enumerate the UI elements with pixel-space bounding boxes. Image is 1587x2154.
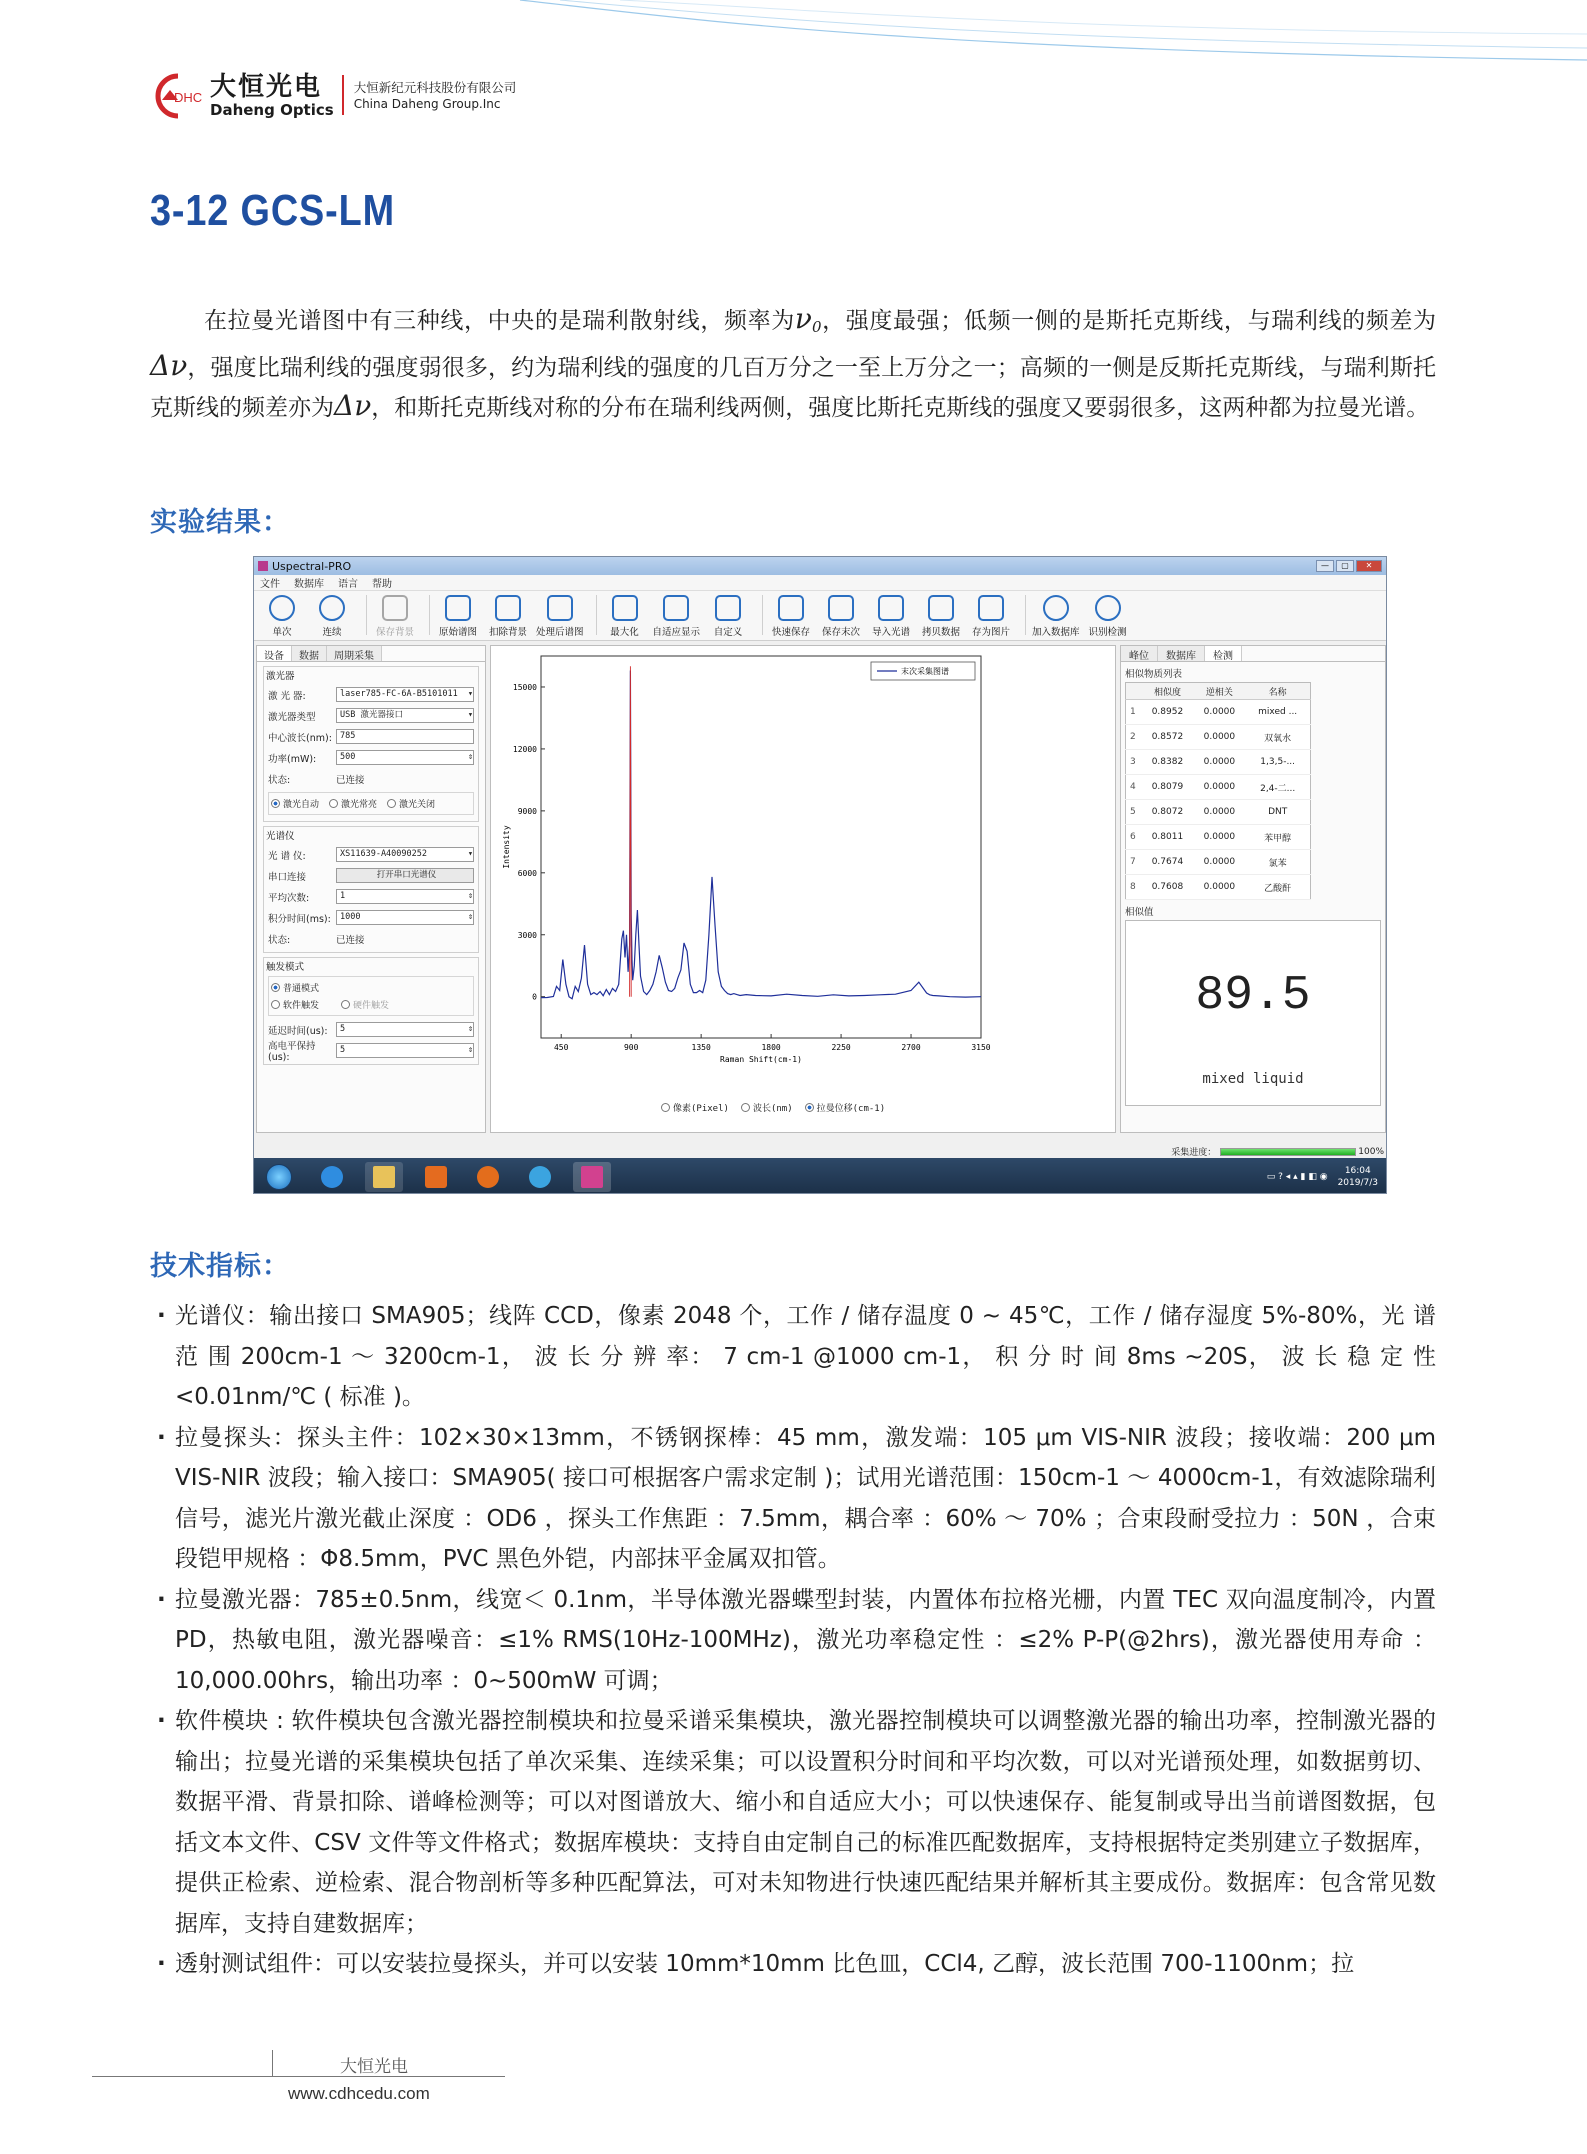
table-row[interactable] [1126,725,1311,750]
window-titlebar [254,557,1386,575]
field-label: 光 谱 仪: [268,850,306,862]
row-index: 6 [1126,825,1142,850]
nu-letter: ν [794,302,812,335]
custom-view-icon [715,595,741,621]
delay-time-spinbox[interactable] [336,1022,474,1037]
average-count-spinbox[interactable] [336,889,474,904]
radio-icon [329,799,338,808]
nu-symbol [795,302,822,335]
nu-subscript: 0 [811,318,822,336]
maximize-button[interactable] [603,595,647,638]
tool-label: 自适应显示 [652,627,701,638]
matched-substance-name: mixed liquid [1202,1071,1304,1087]
import-spectrum-icon [878,595,904,621]
row-index: 3 [1126,750,1142,775]
subtract-background-icon [495,595,521,621]
taskbar-firefox-icon[interactable] [469,1162,507,1192]
field-label: 激光器类型 [268,711,316,723]
row-index: 1 [1126,700,1142,725]
open-serial-button[interactable]: 打开串口光谱仪 [336,868,474,883]
save-background-icon [382,595,408,621]
toolbar-separator [366,595,367,635]
intro-text-4: ，和斯托克斯线对称的分布在瑞利线两侧，强度比斯托克斯线的强度又要弱很多，这两种都为拉曼光谱。 [371,395,1430,421]
brand-block [210,72,334,118]
save-image-icon [978,595,1004,621]
select-value: XS11639-A40090252 [340,849,427,859]
play-continuous-icon [319,595,345,621]
column-header: 名称 [1245,683,1310,700]
custom-view-button[interactable] [706,595,750,638]
tool-label: 单次 [272,627,292,638]
import-spectrum-button[interactable] [869,595,913,638]
table-row[interactable] [1126,875,1311,900]
tab-peaks[interactable]: 峰位 [1121,646,1158,661]
page-title: 3-12 GCS-LM [150,186,395,235]
toolbar-separator [1025,595,1026,635]
radio-label: 波长(nm) [752,1104,793,1114]
chevron-down-icon: ▾ [467,849,473,859]
menu-database[interactable]: 数据库 [294,579,324,590]
laser-group [263,666,479,822]
power-spinbox[interactable] [336,750,474,765]
inverse-cell: 0.0000 [1193,775,1245,800]
radio-icon [341,1000,350,1009]
field-label: 激 光 器: [268,690,306,702]
x-tick-label: 900 [623,1043,639,1052]
x-tick-label: 450 [553,1043,569,1052]
raw-spectrum-button[interactable] [436,595,480,638]
spin-value: 500 [340,752,356,762]
menu-file[interactable]: 文件 [260,579,280,590]
group-title: 光谱仪 [266,831,295,842]
add-database-icon [1043,595,1069,621]
system-tray [1267,1165,1387,1189]
progress-text: 100% [1358,1146,1384,1157]
group-title: 激光器 [266,671,295,682]
dhc-logo-icon [148,70,210,120]
spec-list [155,1296,1436,1985]
radio-label: 拉曼位移(cm-1) [816,1104,886,1114]
name-cell: 2,4-二... [1245,775,1310,800]
save-background-button[interactable] [373,595,417,638]
tool-label: 连续 [322,627,342,638]
table-row[interactable] [1126,850,1311,875]
start-button-icon[interactable] [266,1164,292,1190]
chevron-down-icon: ▾ [467,689,473,699]
plot-area [541,656,981,1038]
inverse-cell: 0.0000 [1193,825,1245,850]
x-tick-label: 2250 [831,1043,851,1052]
radio-icon [661,1103,670,1112]
radio-normal-mode[interactable] [271,981,471,994]
tool-label: 扣除背景 [488,627,527,638]
clock-date: 2019/7/3 [1337,1177,1378,1188]
similarity-cell: 0.8572 [1142,725,1194,750]
similarity-cell: 0.8079 [1142,775,1194,800]
radio-hardware-trigger[interactable] [341,998,389,1011]
inverse-cell: 0.0000 [1193,700,1245,725]
legend-label: 末次采集图谱 [901,667,949,676]
spin-arrows-icon: ⇕ [467,891,473,901]
field-label: 积分时间(ms): [268,913,331,925]
tool-label: 识别检测 [1088,627,1127,638]
company-name-cn: 大恒新纪元科技股份有限公司 [353,79,517,95]
toolbar [254,591,1386,641]
radio-label: 软件触发 [283,1001,320,1011]
match-list-label: 相似物质列表 [1125,669,1183,680]
radio-x-raman-shift[interactable] [805,1101,886,1114]
spec-spectrometer: · 光谱仪：输出接口 SMA905；线阵 CCD，像素 2048 个，工作 / 储存温度 0 ~ 45℃，工作 / 储存湿度 5%-80%，光 谱 范 围 200cm-1 ～ 3200cm-1， 波 长 分 辨 率： 7 cm-1 @1000 cm-1， 积 分 时 间 8ms ~20S， 波 长 稳 定 性<0.01nm/℃ ( 标准 )。 [155,1296,1436,1418]
field-label: 中心波长(nm): [268,732,332,744]
radio-label: 硬件触发 [353,1001,390,1011]
company-name-en: China Daheng Group.Inc [353,96,501,111]
row-index: 7 [1126,850,1142,875]
table-row[interactable] [1126,825,1311,850]
toolbar-separator [596,595,597,635]
inverse-cell: 0.0000 [1193,875,1245,900]
footer-url[interactable]: www.cdhcedu.com [288,2084,430,2103]
field-label: 串口连接 [268,871,307,883]
similarity-cell: 0.8952 [1142,700,1194,725]
table-row[interactable] [1126,775,1311,800]
logo-separator [342,75,344,115]
left-tabs [257,646,485,662]
brand-name-en: Daheng Optics [210,101,334,119]
detection-panel [1120,645,1386,1133]
identify-icon [1095,595,1121,621]
laser-mode-radios [268,792,474,815]
tool-label: 拷贝数据 [922,627,961,638]
company-block [354,79,517,112]
radio-laser-on[interactable] [329,797,377,810]
brand-name-cn: 大恒光电 [210,72,323,102]
spectrum-chart-panel [490,645,1116,1133]
column-header-index [1126,683,1142,700]
column-header: 逆相关 [1193,683,1245,700]
menu-bar [254,575,1386,591]
laser-type-select[interactable] [336,708,474,723]
device-panel [256,645,486,1133]
intro-text-3: ，强度比瑞利线的强度弱很多，约为瑞利线的强度的几百万分之一至上万分之一；高频的一侧是反斯托克斯线，与瑞利斯托克斯线的频差亦为 [150,354,1436,421]
inverse-cell: 0.0000 [1193,800,1245,825]
spin-value: 5 [340,1024,346,1034]
inverse-cell: 0.0000 [1193,725,1245,750]
radio-icon [741,1103,750,1112]
copy-data-icon [928,595,954,621]
identify-button[interactable] [1086,595,1130,638]
y-axis-label: Intensity [502,825,511,869]
minimize-icon[interactable]: — [1316,560,1334,572]
tool-label: 快速保存 [772,627,811,638]
logo-mark-text: DHC [174,90,203,105]
add-database-button[interactable] [1032,595,1080,638]
x-tick-label: 2700 [901,1043,921,1052]
section-heading-results: 实验结果： [150,507,290,538]
processed-spectrum-button[interactable] [536,595,584,638]
similarity-value: 89.5 [1195,969,1311,1023]
app-icon [258,561,268,571]
spectrometer-group [263,826,479,953]
menu-language[interactable]: 语言 [338,579,358,590]
y-tick-label: 6000 [517,868,537,878]
spectrometer-status: 已连接 [336,934,365,946]
similarity-cell: 0.7674 [1142,850,1194,875]
column-header: 相似度 [1142,683,1194,700]
right-tabs [1121,646,1385,662]
restore-icon[interactable]: ▢ [1336,560,1354,572]
name-cell: DNT [1245,800,1310,825]
similarity-label: 相似值 [1125,907,1154,918]
quick-save-icon [778,595,804,621]
radio-checked-icon [271,983,280,992]
save-last-button[interactable] [819,595,863,638]
maximize-icon [612,595,638,621]
match-table-body [1126,700,1311,900]
field-label: 状态: [268,934,291,946]
raman-spectrum-chart[interactable] [491,646,1117,1096]
spin-value: 1 [340,891,346,901]
auto-fit-icon [663,595,689,621]
name-cell: 氯苯 [1245,850,1310,875]
tool-label: 保存背景 [375,627,414,638]
section-heading-specs: 技术指标： [150,1251,290,1282]
radio-software-trigger[interactable] [271,998,319,1011]
y-tick-label: 3000 [517,930,537,940]
row-index: 4 [1126,775,1142,800]
taskbar-explorer-icon[interactable] [365,1162,403,1192]
intro-paragraph [150,300,1436,428]
window-title: Uspectral-PRO [272,559,352,573]
x-axis-label: Raman Shift(cm-1) [720,1055,802,1064]
inverse-cell: 0.0000 [1193,750,1245,775]
trigger-mode-radios [268,976,474,1016]
spec-raman-probe: · 拉曼探头：探头主件：102×30×13mm，不锈钢探棒：45 mm，激发端：105 μm VIS-NIR 波段；接收端：200 μm VIS-NIR 波段；输入接口：SMA905( 接口可根据客户需求定制 )；试用光谱范围：150cm-1 ～ 4000cm-1，有效滤除瑞利信号，滤光片激光截止深度 ：OD6 ，探头工作焦距 ：7.5mm，耦合率 ：60% ～ 70% ；合束段耐受拉力 ：50N ，合束段铠甲规格 ：Φ8.5mm，PVC 黑色外铠，内部抹平金属双扣管。 [155,1418,1436,1580]
x-tick-label: 3150 [971,1043,991,1052]
spectrometer-select[interactable] [336,847,474,862]
tab-device[interactable]: 设备 [257,646,292,661]
trigger-group [263,957,479,1065]
company-logo [148,70,516,120]
y-tick-label: 12000 [512,744,537,754]
field-label: 功率(mW): [268,753,317,765]
radio-label: 激光关闭 [399,800,436,810]
name-cell: mixed ... [1245,700,1310,725]
high-level-hold-spinbox[interactable] [336,1043,474,1058]
radio-x-wavelength[interactable] [741,1101,793,1114]
software-screenshot [253,556,1387,1194]
radio-icon [271,1000,280,1009]
clock-time: 16:04 [1344,1165,1371,1176]
select-value: USB 激光器接口 [340,710,403,720]
laser-status: 已连接 [336,774,365,786]
window-controls [1316,560,1382,572]
name-cell: 双氧水 [1245,725,1310,750]
tab-detection[interactable]: 检测 [1205,646,1242,661]
similarity-cell: 0.8382 [1142,750,1194,775]
table-header-row [1126,683,1311,700]
taskbar-media-player-icon[interactable] [417,1162,455,1192]
menu-help[interactable]: 帮助 [372,579,392,590]
similarity-cell: 0.8011 [1142,825,1194,850]
processed-spectrum-icon [547,595,573,621]
radio-label: 激光常亮 [341,800,378,810]
spec-transmission-module: · 透射测试组件：可以安装拉曼探头，并可以安装 10mm*10mm 比色皿，CCl4, 乙醇，波长范围 700-1100nm；拉 [155,1944,1436,1985]
group-title: 触发模式 [266,962,305,973]
radio-x-pixel[interactable] [661,1101,729,1114]
header-decoration [0,0,1587,70]
name-cell: 1,3,5-... [1245,750,1310,775]
footer-company: 大恒光电 [340,2057,408,2077]
spin-value: 1000 [340,912,361,922]
tool-label: 最大化 [610,627,639,638]
row-index: 2 [1126,725,1142,750]
spin-arrows-icon: ⇕ [467,752,473,762]
tool-label: 原始谱图 [438,627,477,638]
y-tick-label: 9000 [517,806,537,816]
taskbar-ie-alt-icon[interactable] [521,1162,559,1192]
toolbar-separator [429,595,430,635]
copy-data-button[interactable] [919,595,963,638]
row-index: 5 [1126,800,1142,825]
intro-text-2: ，强度最强；低频一侧的是斯托克斯线，与瑞利线的频差为 [821,308,1437,334]
play-once-icon [269,595,295,621]
similarity-cell: 0.8072 [1142,800,1194,825]
tab-database[interactable]: 数据库 [1158,646,1205,661]
quick-save-button[interactable] [769,595,813,638]
toolbar-separator [762,595,763,635]
name-cell: 苯甲醇 [1245,825,1310,850]
radio-icon [387,799,396,808]
windows-taskbar [254,1158,1387,1194]
radio-label: 普通模式 [283,984,320,994]
select-value: laser785-FC-6A-B5101011 [340,689,458,699]
radio-laser-off[interactable] [387,797,435,810]
x-tick-label: 1350 [691,1043,711,1052]
table-row[interactable] [1126,750,1311,775]
inverse-cell: 0.0000 [1193,850,1245,875]
match-table [1125,682,1311,900]
single-acquire-button[interactable] [260,595,304,638]
row-index: 8 [1126,875,1142,900]
tab-data[interactable]: 数据 [292,646,327,661]
taskbar-clock[interactable] [1338,1165,1378,1189]
delta-nu-symbol: Δν [334,389,372,422]
radio-label: 像素(Pixel) [673,1104,729,1114]
spec-raman-laser: · 拉曼激光器：785±0.5nm，线宽＜ 0.1nm，半导体激光器蝶型封装，内置体布拉格光栅，内置 TEC 双向温度制冷，内置 PD，热敏电阻，激光器噪音：≤1% RMS(10Hz-100MHz)，激光功率稳定性 ：≤2% P-P(@2hrs)，激光器使用寿命 ：10,000.00hrs，输出功率 ：0~500mW 可调； [155,1580,1436,1702]
radio-laser-auto[interactable] [271,797,319,810]
footer-tick [272,2050,273,2076]
spin-arrows-icon: ⇕ [467,1024,473,1034]
y-tick-label: 0 [532,992,537,1002]
field-label: 高电平保持(us): [268,1041,316,1063]
acquisition-progress-bar [1220,1148,1356,1156]
tool-label: 自定义 [713,627,743,638]
subtract-background-button[interactable] [486,595,530,638]
close-icon[interactable]: ✕ [1356,560,1382,572]
taskbar-uspectral-icon[interactable] [573,1162,611,1192]
status-bar [254,1145,1387,1158]
integration-time-spinbox[interactable] [336,910,474,925]
table-row[interactable] [1126,700,1311,725]
tool-label: 导入光谱 [872,627,911,638]
tool-label: 保存末次 [822,627,861,638]
field-label: 状态: [268,774,291,786]
intro-text-1: 在拉曼光谱图中有三种线，中央的是瑞利散射线，频率为 [204,308,795,334]
x-tick-label: 1800 [761,1043,781,1052]
progress-label: 采集进度： [1171,1148,1217,1158]
delta-nu-symbol: Δν [150,348,188,382]
auto-fit-button[interactable] [653,595,701,638]
similarity-cell: 0.7608 [1142,875,1194,900]
radio-checked-icon [805,1103,814,1112]
chevron-down-icon: ▾ [467,710,473,720]
save-image-button[interactable] [969,595,1013,638]
footer-rule [92,2076,505,2077]
tool-label: 加入数据库 [1032,627,1080,638]
spin-arrows-icon: ⇕ [467,912,473,922]
tool-label: 处理后谱图 [536,627,584,638]
progress-fill [1221,1149,1355,1155]
field-label: 延迟时间(us): [268,1025,328,1037]
radio-checked-icon [271,799,280,808]
taskbar-ie-icon[interactable] [313,1162,351,1192]
radio-label: 激光自动 [283,800,320,810]
name-cell: 乙酸酐 [1245,875,1310,900]
continuous-acquire-button[interactable] [310,595,354,638]
spin-value: 5 [340,1045,346,1055]
save-last-icon [828,595,854,621]
tool-label: 存为图片 [972,627,1011,638]
field-label: 平均次数: [268,892,310,904]
tab-periodic[interactable]: 周期采集 [327,646,382,661]
tray-icons: ▭ ? ◂ ▴ ▮ ◧ ◉ [1266,1171,1328,1182]
laser-select[interactable] [336,687,474,702]
raw-spectrum-icon [445,595,471,621]
similarity-display [1125,920,1381,1106]
y-tick-label: 15000 [512,682,537,692]
spin-arrows-icon: ⇕ [467,1045,473,1055]
wavelength-input[interactable]: 785 [336,729,474,744]
x-axis-options [661,1101,885,1114]
spec-software-module: · 软件模块 : 软件模块包含激光器控制模块和拉曼采谱采集模块，激光器控制模块可以调整激光器的输出功率，控制激光器的输出；拉曼光谱的采集模块包括了单次采集、连续采集；可以设置积分时间和平均次数，可以对光谱预处理，如数据剪切、数据平滑、背景扣除、谱峰检测等；可以对图谱放大、缩小和自适应大小；可以快速保存、能复制或导出当前谱图数据，包括文本文件、CSV 文件等文件格式；数据库模块：支持自由定制自己的标准匹配数据库，支持根据特定类别建立子数据库，提供正检索、逆检索、混合物剖析等多种匹配算法，可对未知物进行快速匹配结果并解析其主要成份。数据库：包含常见数据库，支持自建数据库； [155,1701,1436,1944]
table-row[interactable] [1126,800,1311,825]
